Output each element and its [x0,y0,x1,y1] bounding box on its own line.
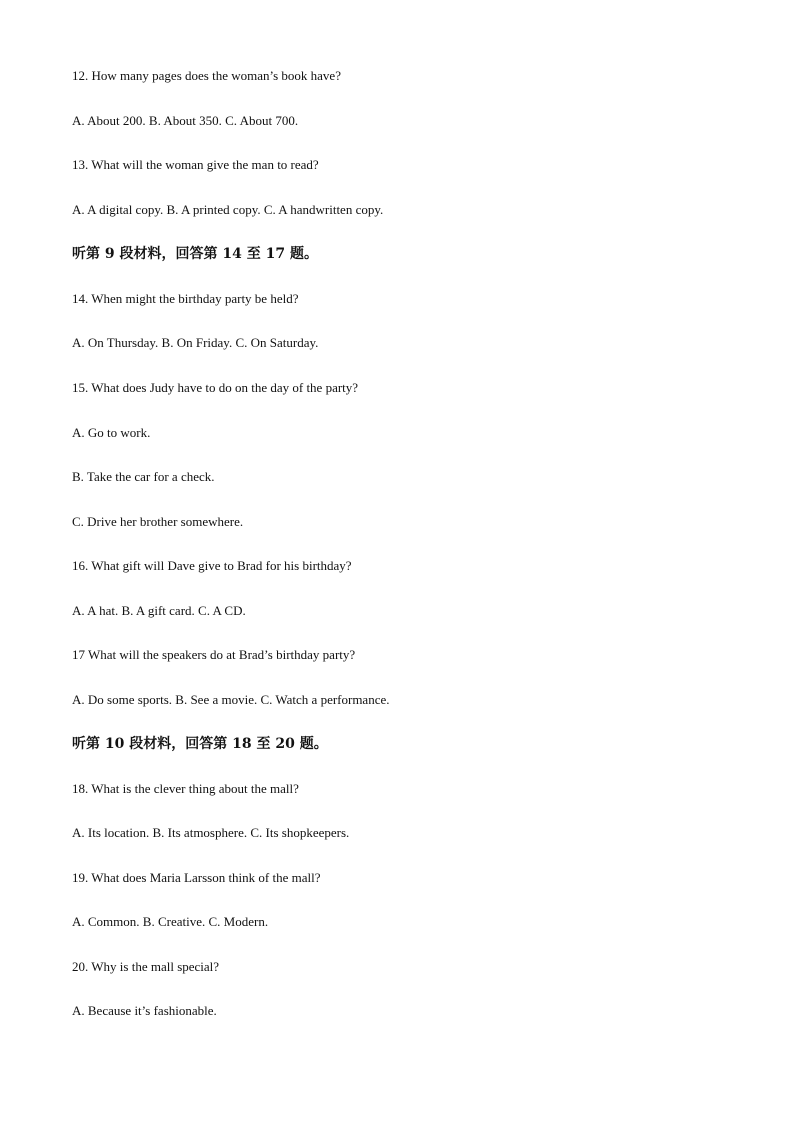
section-heading-10: 听第 10 段材料，回答第 18 至 20 题。 [72,736,328,752]
option-20-a: A. Because it’s fashionable. [72,1003,217,1018]
section-heading-9: 听第 9 段材料，回答第 14 至 17 题。 [72,246,318,262]
question-15: 15. What does Judy have to do on the day of the party? [72,380,359,395]
question-13: 13. What will the woman give the man to read? [72,157,319,172]
question-14: 14. When might the birthday party be held? [72,291,299,306]
question-16: 16. What gift will Dave give to Brad for his birthday? [72,558,352,573]
options-18: A. Its location. B. Its atmosphere. C. Its shopkeepers. [72,825,350,840]
options-19: A. Common. B. Creative. C. Modern. [72,914,269,929]
options-14: A. On Thursday. B. On Friday. C. On Saturday. [72,335,319,350]
question-20: 20. Why is the mall special? [72,959,220,974]
options-13: A. A digital copy. B. A printed copy. C. A handwritten copy. [72,202,384,217]
question-17: 17 What will the speakers do at Brad’s birthday party? [72,647,356,662]
options-17: A. Do some sports. B. See a movie. C. Watch a performance. [72,692,390,707]
options-12: A. About 200. B. About 350. C. About 700. [72,113,299,128]
question-12: 12. How many pages does the woman’s book have? [72,68,341,83]
option-15-b: B. Take the car for a check. [72,469,215,484]
option-15-a: A. Go to work. [72,425,151,440]
question-19: 19. What does Maria Larsson think of the mall? [72,870,321,885]
option-15-c: C. Drive her brother somewhere. [72,514,244,529]
question-18: 18. What is the clever thing about the mall? [72,781,299,796]
options-16: A. A hat. B. A gift card. C. A CD. [72,603,246,618]
